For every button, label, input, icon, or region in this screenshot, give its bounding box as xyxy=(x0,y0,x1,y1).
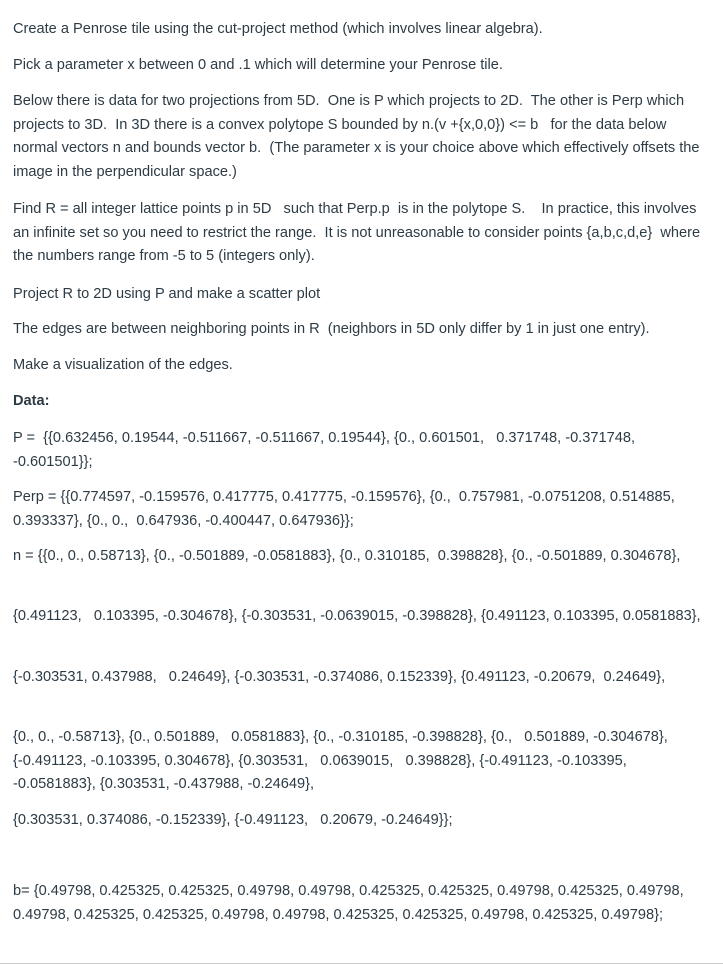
n-vectors-paragraph-3: {-0.303531, 0.437988, 0.24649}, {-0.303531, -0.374086, 0.152339}, {0.491123, -0.20679, 0.24649}, xyxy=(13,669,666,685)
bottom-divider xyxy=(0,963,723,964)
parameter-paragraph: Pick a parameter x between 0 and .1 which will determine your Penrose tile. xyxy=(13,57,503,73)
projections-paragraph: Below there is data for two projections from 5D. One is P which projects to 2D. The other is Perp which projects to 3D. In 3D there is a convex polytope S bounded by n.(v +{x,0,0}) <= b for the data below normal vectors n and bounds vector b. (The parameter x is your choice above which effectively offsets the image in the perpendicular space.) xyxy=(13,93,704,180)
b-vector-paragraph: b= {0.49798, 0.425325, 0.425325, 0.49798, 0.49798, 0.425325, 0.425325, 0.49798, 0.425325, 0.49798, 0.49798, 0.425325, 0.425325, 0.49798, 0.49798, 0.425325, 0.425325, 0.49798, 0.425325, 0.49798}; xyxy=(13,883,688,923)
p-matrix-paragraph: P = {{0.632456, 0.19544, -0.511667, -0.511667, 0.19544}, {0., 0.601501, 0.371748, -0.371748, -0.601501}}; xyxy=(13,430,640,470)
n-vectors-paragraph-4: {0., 0., -0.58713}, {0., 0.501889, 0.0581883}, {0., -0.310185, -0.398828}, {0., 0.501889, -0.304678}, {-0.491123, -0.103395, 0.304678}, {0.303531, 0.0639015, 0.398828}, {-0.491123, -0.103395, -0.0581883}, {0.303531, -0.437988, -0.24649}, xyxy=(13,729,672,792)
data-heading: Data: xyxy=(13,393,50,409)
n-vectors-paragraph-1: n = {{0., 0., 0.58713}, {0., -0.501889, -0.0581883}, {0., 0.310185, 0.398828}, {0., -0.501889, 0.304678}, xyxy=(13,548,681,564)
intro-paragraph: Create a Penrose tile using the cut-project method (which involves linear algebra). xyxy=(13,21,543,37)
visualization-paragraph: Make a visualization of the edges. xyxy=(13,357,233,373)
edges-paragraph: The edges are between neighboring points in R (neighbors in 5D only differ by 1 in just one entry). xyxy=(13,321,650,337)
project-r-paragraph: Project R to 2D using P and make a scatter plot xyxy=(13,286,321,302)
n-vectors-paragraph-5: {0.303531, 0.374086, -0.152339}, {-0.491123, 0.20679, -0.24649}}; xyxy=(13,812,453,828)
n-vectors-paragraph-2: {0.491123, 0.103395, -0.304678}, {-0.303531, -0.0639015, -0.398828}, {0.491123, 0.103395, 0.0581883}, xyxy=(13,608,701,624)
find-r-paragraph: Find R = all integer lattice points p in 5D such that Perp.p is in the polytope S. In practice, this involves an infinite set so you need to restrict the range. It is not unreasonable to consider points {a,b,c,d,e} where the numbers range from -5 to 5 (integers only). xyxy=(13,201,705,264)
perp-matrix-paragraph: Perp = {{0.774597, -0.159576, 0.417775, 0.417775, -0.159576}, {0., 0.757981, -0.0751208, 0.514885, 0.393337}, {0., 0., 0.647936, -0.400447, 0.647936}}; xyxy=(13,489,679,529)
